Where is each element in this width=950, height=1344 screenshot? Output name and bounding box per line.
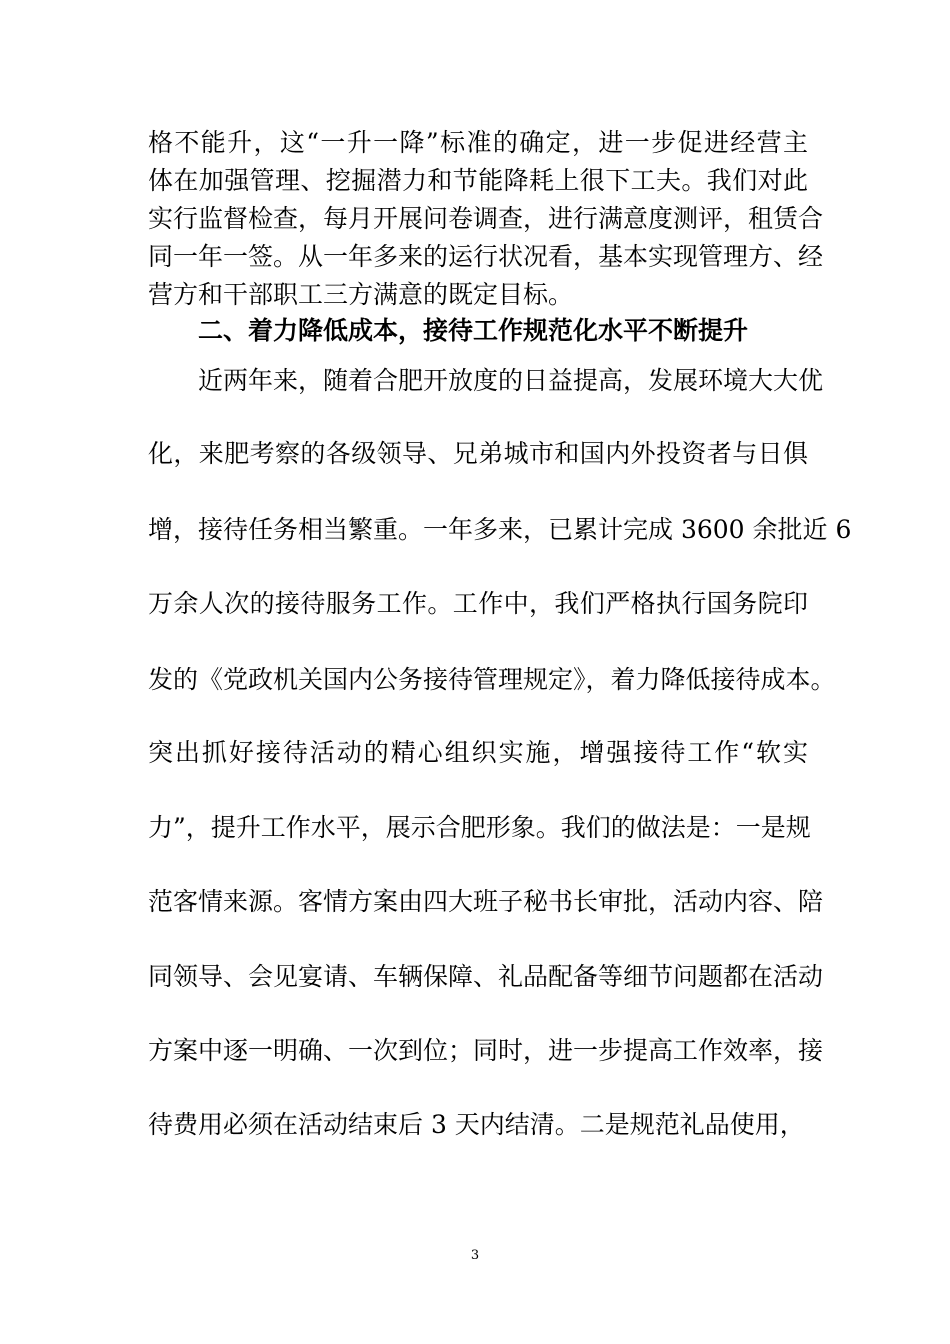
paragraph-line: 实行监督检查，每月开展问卷调查，进行满意度测评，租赁合 (148, 204, 824, 233)
paragraph-line: 方案中逐一明确、一次到位；同时，进一步提高工作效率，接 (148, 1036, 824, 1065)
paragraph-line: 发的《党政机关国内公务接待管理规定》，着力降低接待成本。 (148, 665, 836, 694)
section-heading: 二、着力降低成本，接待工作规范化水平不断提升 (198, 316, 749, 345)
paragraph-line: 同领导、会见宴请、车辆保障、礼品配备等细节问题都在活动 (148, 962, 824, 991)
paragraph-line: 增，接待任务相当繁重。一年多来，已累计完成 3600 余批近 6 (148, 515, 852, 544)
paragraph-line: 待费用必须在活动结束后 3 天内结清。二是规范礼品使用， (148, 1110, 805, 1139)
paragraph-line: 同一年一签。从一年多来的运行状况看，基本实现管理方、经 (148, 242, 824, 271)
paragraph-line: 范客情来源。客情方案由四大班子秘书长审批，活动内容、陪 (148, 887, 824, 916)
paragraph-line: 近两年来，随着合肥开放度的日益提高，发展环境大大优 (198, 366, 824, 395)
paragraph-line: 营方和干部职工三方满意的既定目标。 (148, 280, 574, 309)
paragraph-line: 格不能升，这“一升一降”标准的确定，进一步促进经营主 (148, 128, 808, 157)
paragraph-line: 化，来肥考察的各级领导、兄弟城市和国内外投资者与日俱 (148, 439, 808, 468)
paragraph-line: 万余人次的接待服务工作。工作中，我们严格执行国务院印 (148, 589, 808, 618)
paragraph-line: 体在加强管理、挖掘潜力和节能降耗上很下工夫。我们对此 (148, 166, 808, 195)
paragraph-line: 突出抓好接待活动的精心组织实施，增强接待工作“软实 (148, 738, 808, 767)
page-number: 3 (470, 1248, 480, 1263)
paragraph-line: 力”，提升工作水平，展示合肥形象。我们的做法是：一是规 (148, 813, 811, 842)
